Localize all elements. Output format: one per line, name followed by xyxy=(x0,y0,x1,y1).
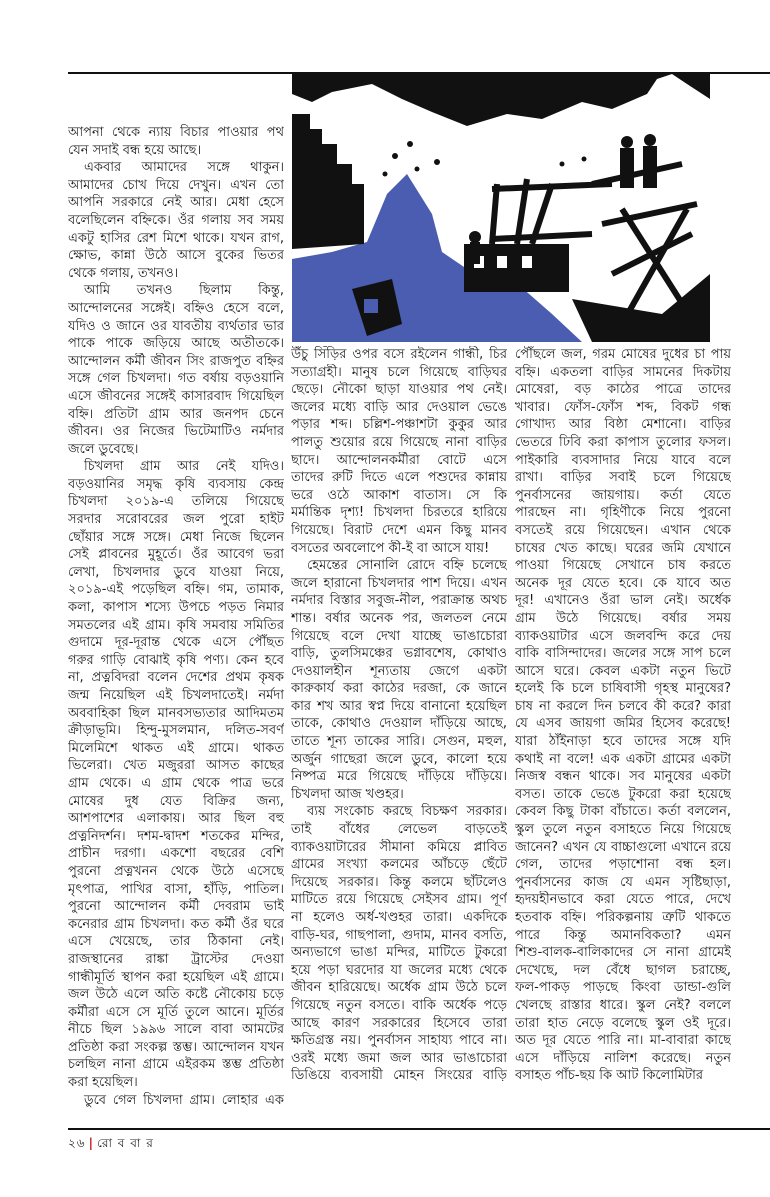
text-line: লেখা, চিখলদার ডুবে যাওয়া নিয়ে, xyxy=(68,564,284,580)
text-line: সত্যাগ্রহী। মানুষ চলে গিয়েছে বাড়িঘর xyxy=(291,364,507,380)
text-line: পুনর্বাসনের কাজ যে এমন সৃষ্টিছাড়া, xyxy=(515,874,731,890)
text-line: হয়ে পড়া ঘরদোর যা জলের মধ্যে থেকে xyxy=(291,962,507,978)
text-line: ব্যাকওয়াটারের সীমানা কমিয়ে প্লাবিত xyxy=(291,839,507,855)
text-line: কনেরার গ্রাম চিখলদা। কত কর্মী ওঁর ঘরে xyxy=(68,916,284,932)
text-line: এসে খেয়েছে, তার ঠিকানা নেই। xyxy=(68,934,284,950)
text-line: প্রাচীন দরগা। একশো বছরের বেশি xyxy=(68,846,284,862)
text-line: কর্মীরা এসে সে মূর্তি তুলে আনে। মূর্তির xyxy=(68,1004,284,1020)
text-line: চাষের খেত কাছে। ঘরের জমি যেখানে xyxy=(515,540,731,556)
text-line: ছোঁয়ার সঙ্গে সঙ্গে। মেধা নিজে ছিলেন xyxy=(68,529,284,545)
text-line: জলে ডুবেছে। xyxy=(68,441,139,457)
text-line: এসে জীবনের সঙ্গেই কাসারবাদ গিয়েছিল xyxy=(68,388,284,404)
text-line: দেওয়ালহীন শূন্যতায় জেগে একটা xyxy=(291,663,507,679)
text-line: খেলছে রাস্তার ধারে। স্কুল নেই? বললে xyxy=(515,997,731,1013)
text-line: চিখলদা ২০১৯-এ তলিয়ে গিয়েছে xyxy=(68,494,284,510)
text-line: ছেড়ে। নৌকো ছাড়া যাওয়ার পথ নেই। xyxy=(291,382,507,398)
text-line: বসত। তাকে ভেঙে টুকরো করা হয়েছে xyxy=(515,786,731,802)
text-line: এসে দাঁড়িয়ে নালিশ করেছে। নতুন xyxy=(515,1050,731,1066)
text-line: নিজস্ব বন্ধন থাকে। সব মানুষের একটা xyxy=(515,769,731,785)
bottom-rule xyxy=(68,1128,770,1130)
paragraph xyxy=(68,159,284,282)
text-line: জলে হারানো চিখলদার পাশ দিয়ে। এখন xyxy=(291,575,507,591)
text-line: থেকে গলায়, তখনও। xyxy=(68,265,179,281)
text-line: বসতের অবলোপে কী-ই বা আসে যায়! xyxy=(291,540,490,556)
text-line: পারে কিন্তু অমানবিকতা? এমন xyxy=(515,927,731,943)
paragraph xyxy=(68,1092,284,1110)
text-line: যারা ঠাঁইনাড়া হবে তাদের সঙ্গে যদি xyxy=(515,734,731,750)
text-line: খাবার। ফোঁস-ফোঁস শব্দ, বিকট গন্ধ xyxy=(515,399,731,415)
paragraph xyxy=(291,557,507,803)
text-line: পাইকারি ব্যবসাদার নিয়ে যাবে বলে xyxy=(515,452,731,468)
text-line: রাজস্থানের রাঙ্কা ট্রাস্টের দেওয়া xyxy=(68,951,284,967)
text-line: ২০১৯-এই পড়েছিল বহ্নি। গম, তামাক, xyxy=(68,582,284,598)
text-line: বসাহত পাঁচ-ছয় কি আট কিলোমিটার xyxy=(515,1068,704,1084)
page-footer xyxy=(68,1135,154,1155)
text-line: ওরই মধ্যে জমা জল আর ভাঙাচোরা xyxy=(291,1050,507,1066)
text-line: গ্রামের সংখ্যা কলমের আঁচড়ে ছেঁটে xyxy=(291,857,507,873)
text-line: কেবল কিছু টাকা বাঁচাতে। কর্তা বললেন, xyxy=(515,804,731,820)
text-line: দূর! এখানেও ওঁরা ভাল নেই। অর্ধেক xyxy=(515,593,731,609)
paragraph xyxy=(291,803,507,1085)
text-line: নীচে ছিল ১৯৯৬ সালে বাবা আমটের xyxy=(68,1022,284,1038)
footer-separator: | xyxy=(88,1136,94,1150)
text-line: জল উঠে এলে অতি কষ্টে নৌকোয় চড়ে xyxy=(68,987,284,1003)
text-line: ক্ষতিগ্রস্ত নয়। পুনর্বাসন সাহায্য পাবে না। xyxy=(291,1033,507,1049)
text-line: গিয়েছে নতুন বসতে। বাকি অর্ধেক পড়ে xyxy=(291,997,507,1013)
text-line: অনেক দূর যেতে হবে। কে যাবে অত xyxy=(515,575,731,591)
text-line: আপনি সরকারে নেই আর। মেধা হেসে xyxy=(68,195,284,211)
text-line: গ্রাম থেকে। এ গ্রাম থেকে পাত্র ভরে xyxy=(68,775,284,791)
text-line: ডুবে গেল চিখলদা গ্রাম। লোহার এক xyxy=(84,1092,284,1108)
paragraph xyxy=(515,346,731,1085)
text-line: ছাদে। আন্দোলনকর্মীরা বোটে এসে xyxy=(291,452,507,468)
article-column-3 xyxy=(515,346,731,1085)
text-line: পাকে পাকে জড়িয়ে আছে অতীতকে। xyxy=(68,336,284,352)
text-line: গুদামে দূর-দূরান্ত থেকে এসে পৌঁছত xyxy=(68,635,284,651)
text-line: কলা, কাপাস শস্যে উপচে পড়ত নিমার xyxy=(68,600,284,616)
text-line: বহ্নি। একতলা বাড়ির সামনের দিকটায় xyxy=(515,364,731,380)
text-line: উঁচু সিঁড়ির ওপর বসে রইলেন গান্ধী, চির xyxy=(291,347,507,362)
text-line: দিয়েছে সরকার। কিন্তু কলমে ছাঁটলেও xyxy=(291,874,507,890)
paragraph xyxy=(68,458,284,1091)
text-line: গেল, তাদের পড়াশোনা বন্ধ হল। xyxy=(515,857,731,873)
text-line: একবার আমাদের সঙ্গে থাকুন। xyxy=(84,160,284,176)
text-line: অন্যভাগে ভাঙা মন্দির, মাটিতে টুকরো xyxy=(291,945,507,961)
text-line: জীবন। ওর নিজের ভিটেমাটিও নর্মদার xyxy=(68,424,284,440)
text-line: ভরে ওঠে আকাশ বাতাস। সে কি xyxy=(291,487,507,503)
text-line: সমতলের এই গ্রাম। কৃষি সমবায় সমিতির xyxy=(68,617,284,633)
text-line: হেমন্তের সোনালি রোদে বহ্নি চলেছে xyxy=(307,558,507,574)
text-line: চলছিল নানা গ্রামে এইরকম স্তম্ভ প্রতিষ্ঠা xyxy=(68,1057,284,1073)
text-line: প্রত্ননিদর্শন। দশম-দ্বাদশ শতকের মন্দির, xyxy=(68,828,284,844)
paragraph xyxy=(68,124,284,159)
text-line: মিলেমিশে থাকত এই গ্রামে। থাকত xyxy=(68,740,284,756)
text-line: করা হয়েছিল। xyxy=(68,1075,138,1091)
text-line: পুরনো আন্দোলন কর্মী দেবরাম ভাই xyxy=(68,899,284,915)
article-column-2 xyxy=(291,346,507,1085)
text-line: চিখলদা গ্রাম আর নেই যদিও। xyxy=(84,459,284,475)
text-line: জীবন হারিয়েছে। অর্ধেক গ্রাম উঠে চলে xyxy=(291,980,507,996)
text-line: গরুর গাড়ি বোঝাই কৃষি পণ্য। কেন হবে xyxy=(68,652,284,668)
page-number: ২৬ xyxy=(68,1136,86,1150)
text-line: পালতু শুয়োর রয়ে গিয়েছে নানা বাড়ির xyxy=(291,434,507,450)
text-line: তাদের রুটি দিতে এলে পশুদের কান্নায় xyxy=(291,470,507,486)
text-line: বলেছিলেন বহ্নিকে। ওঁর গলায় সব সময় xyxy=(68,212,284,228)
text-line: পুরনো প্রত্নখনন থেকে উঠে এসেছে xyxy=(68,863,284,879)
text-line: আপনা থেকে ন্যায় বিচার পাওয়ার পথ xyxy=(68,125,284,140)
text-line: নিষ্পত্র মরে গিয়েছে দাঁড়িয়ে দাঁড়িয়ে। xyxy=(291,769,507,785)
text-line: বড়ওয়ানির সমৃদ্ধ কৃষি ব্যবসায় কেন্দ্র xyxy=(68,476,284,492)
text-line: তাই বাঁধের লেভেল বাড়তেই xyxy=(291,822,507,838)
text-line: শিশু-বালক-বালিকাদের সে নানা গ্রামেই xyxy=(515,945,731,961)
text-line: মাটিতে রয়ে গিয়েছে সেইসব গ্রাম। পূর্ণ xyxy=(291,892,507,908)
text-line: পড়ার শব্দ। চল্লিশ-পঞ্চাশটা কুকুর আর xyxy=(291,417,507,433)
text-line: রাখা। বাড়ির সবাই চলে গিয়েছে xyxy=(515,470,731,486)
text-line: ভিলেরা। খেত মজুররা আসত কাছের xyxy=(68,758,284,774)
text-line: পৌঁছলে জল, গরম মোষের দুধের চা পায় xyxy=(515,347,731,362)
text-line: আসে ঘরে। কেবল একটা নতুন ভিটে xyxy=(515,663,731,679)
text-line: ক্ষোভ, কান্না উঠে আসে বুকের ভিতর xyxy=(68,248,284,264)
text-line: গিয়েছে। বিরাট দেশে এমন কিছু মানব xyxy=(291,522,507,538)
text-line: ক্রীড়াভূমি। হিন্দু-মুসলমান, দলিত-সবর্ণ xyxy=(68,723,284,739)
text-line: গ্রাম উঠে গিয়েছে। বর্ষার সময় xyxy=(515,610,731,626)
magazine-name: রো ব বা র xyxy=(97,1136,154,1150)
text-line: জন্ম নিয়েছিল এই চিখলদাতেই। নর্মদা xyxy=(68,688,284,703)
text-line: অর্জুন গাছেরা জলে ডুবে, কালো হয়ে xyxy=(291,751,507,767)
text-line: না হলেও অর্ধ-খণ্ডহর তারা। একদিকে xyxy=(291,910,507,925)
text-line: না, প্রত্নবিদরা বলেন দেশের প্রথম কৃষক xyxy=(68,670,284,686)
text-line: গান্ধীমূর্তি স্থাপন করা হয়েছিল এই গ্রামে। xyxy=(68,969,284,985)
text-line: বাকি বাসিন্দাদের। জলের সঙ্গে সাপ চলে xyxy=(515,646,731,662)
text-line: ব্যয় সংকোচ করছে বিচক্ষণ সরকার। xyxy=(307,804,507,820)
text-line: স্কুল তুলে নতুন বসাহতে নিয়ে গিয়েছে xyxy=(515,822,731,838)
text-line: হলেই কি চলে চাষিবাসী গৃহস্থ মানুষের? xyxy=(515,681,731,697)
text-line: ব্যাকওয়াটার এসে জলবন্দি করে দেয় xyxy=(515,628,731,644)
text-line: মর্মান্তিক দৃশ্য! চিখলদা চিরতরে হারিয়ে xyxy=(291,505,507,521)
text-line: তাকে, কোথাও দেওয়াল দাঁড়িয়ে আছে, xyxy=(291,716,507,732)
text-line: সরদার সরোবরের জল পুরো হাইট xyxy=(68,512,284,528)
text-line: যেন সদাই বন্ধ হয়ে আছে। xyxy=(68,142,202,158)
text-line: পুনর্বাসনের জায়গায়। কর্তা যেতে xyxy=(515,487,731,503)
text-line: কারুকার্য করা কাঠের দরজা, কে জানে xyxy=(291,681,507,697)
text-line: মৃৎপাত্র, পাখির বাসা, হাঁড়ি, পাতিল। xyxy=(68,881,284,897)
article-column-1 xyxy=(68,124,284,1109)
text-line: সেই প্লাবনের মুহূর্তে। ওঁর আবেগ ভরা xyxy=(68,547,284,563)
text-line: দেখেছে, দল বেঁধে ছাগল চরাচ্ছে, xyxy=(515,962,731,978)
text-line: পারছেন না। গৃহিণীকে নিয়ে পুরনো xyxy=(515,505,731,521)
text-line: হতবাক বহ্নি। পরিকল্পনায় ত্রুটি থাকতে xyxy=(515,910,731,925)
flooded-village-illustration xyxy=(292,74,710,342)
text-line: নর্মদার বিস্তার সবুজ-নীল, পরাক্রান্ত অথচ xyxy=(291,593,507,609)
text-line: সঙ্গে গেল চিখলদা। গত বর্ষায় বড়ওয়ানি xyxy=(68,371,284,387)
text-line: বাড়ি-ঘর, গাছপালা, গুদাম, মানব বসতি, xyxy=(291,927,507,943)
text-line: গোখাদ্য আর বিষ্ঠা মেশানো। বাড়ির xyxy=(515,417,731,433)
text-line: মোষেরা, বড় কাঠের পাত্রে তাদের xyxy=(515,382,731,398)
text-line: ডিঙিয়ে ব্যবসায়ী মোহন সিংয়ের বাড়ি xyxy=(291,1068,507,1084)
text-line: অত দূর যেতে পারি না। মা-বাবারা কাছে xyxy=(515,1033,731,1049)
text-line: যে এসব জায়গা জমির হিসেব করেছে! xyxy=(515,716,731,732)
text-line: অববাহিকা ছিল মানবসভ্যতার আদিমতম xyxy=(68,705,284,721)
text-line: আমাদের চোখ দিয়ে দেখুন। এখন তো xyxy=(68,177,284,193)
text-line: কথাই না বলে! এক একটা গ্রামের একটা xyxy=(515,751,731,767)
paragraph xyxy=(291,346,507,557)
text-line: আশপাশের এলাকায়। আর ছিল বহু xyxy=(68,811,284,827)
text-line: ভেতরে ঢিবি করা কাপাস তুলোর ফসল। xyxy=(515,434,731,450)
text-line: বসতেই রয়ে গিয়েছেন। এখান থেকে xyxy=(515,522,731,538)
text-line: শান্ত। বর্ষার অনেক পর, জলতল নেমে xyxy=(291,610,507,626)
text-line: কার শখ আর স্বপ্ন দিয়ে বানানো হয়েছিল xyxy=(291,698,507,714)
text-line: আমি তখনও ছিলাম কিন্তু, xyxy=(84,283,284,299)
text-line: যদিও ও জানে ওর যাবতীয় ব্যর্থতার ভার xyxy=(68,318,284,334)
text-line: জানেন? এখন যে বাচ্চাগুলো এখানে রয়ে xyxy=(515,839,731,855)
text-line: চাষ না করলে দিন চলবে কী করে? কারা xyxy=(515,698,731,714)
text-line: মোষের দুধ যেত বিক্রির জন্য, xyxy=(68,793,284,809)
text-line: তারা হাত নেড়ে বলেছে স্কুল ওই দূরে। xyxy=(515,1015,731,1031)
text-line: ফল-পাকড় পাড়ছে কিংবা ডান্ডা-গুলি xyxy=(515,980,731,996)
text-line: বাড়ি, তুলসিমঞ্চের ভগ্নাবশেষ, কোথাও xyxy=(291,646,507,662)
text-line: বহ্নি। প্রতিটা গ্রাম আর জনপদ চেনে xyxy=(68,406,284,422)
text-line: আছে কারণ সরকারের হিসেবে তারা xyxy=(291,1015,507,1031)
text-line: চিখলদা আজ খণ্ডহর। xyxy=(291,786,404,802)
text-line: একটু হাসির রেশ মিশে থাকে। যখন রাগ, xyxy=(68,230,284,246)
text-line: তাতে শূন্য তাকের সারি। সেগুন, মহুল, xyxy=(291,734,507,750)
text-line: হৃদয়হীনভাবে করা যেতে পারে, দেখে xyxy=(515,892,731,908)
text-line: প্রতিষ্ঠা করা সংকল্প স্তম্ভ। আন্দোলন যখন xyxy=(68,1039,284,1055)
text-line: গিয়েছে বলে দেখা যাচ্ছে ভাঙাচোরা xyxy=(291,628,507,644)
paragraph xyxy=(68,282,284,458)
text-line: জলের মধ্যে বাড়ি আর দেওয়াল ভেঙে xyxy=(291,399,507,415)
text-line: পাওয়া গিয়েছে সেখানে চাষ করতে xyxy=(515,558,731,574)
text-line: আন্দোলনের সঙ্গেই। বহ্নিও হেসে বলে, xyxy=(68,300,284,316)
text-line: আন্দোলন কর্মী জীবন সিং রাজপুত বহ্নির xyxy=(68,353,284,369)
